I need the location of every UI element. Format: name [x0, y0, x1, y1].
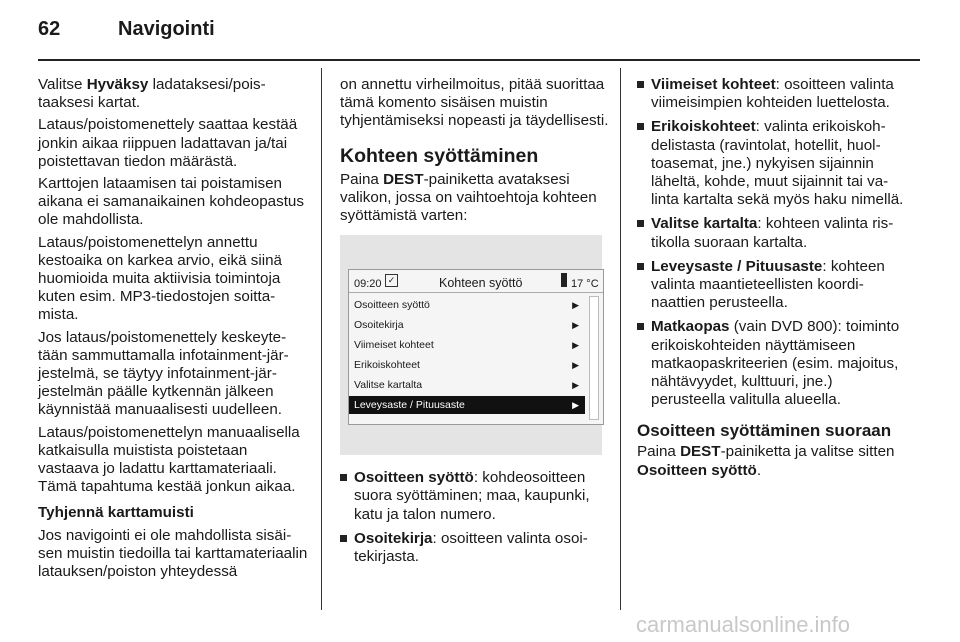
text: Paina — [340, 170, 384, 188]
thermometer-icon — [561, 273, 567, 287]
screen-menu-item-label: Osoitteen syöttö — [354, 299, 430, 312]
list-item — [637, 118, 909, 209]
text: (vain DVD 800): toiminto erikoiskohteiden näyttämiseen matkaopaskriteerien (esim. majoitus, nähtävyydet, kulttuuri, jne.) perusteella valitulla alueella. — [651, 318, 900, 409]
paragraph: Jos lataus/poistomenettely keskeytetään sammuttamalla infotainment-järjestelmä, se täytyy infotainment-järjestelmän päälle kytkennän jälkeen käynnistää manuaalisesti uudelleen. — [38, 328, 289, 419]
bullet-square-icon — [340, 535, 347, 542]
paragraph: Lataus/poistomenettelyn annettu kestoaika on karkea arvio, eikä siinä huomioida muita aktiivisia toimintoja kuten esim. MP3-tiedostojen soittamista. — [38, 233, 282, 324]
screen-menu-item[interactable] — [349, 356, 585, 374]
paragraph — [38, 76, 310, 112]
page-title: Navigointi — [118, 18, 215, 40]
section-heading: Osoitteen syöttäminen suoraan — [637, 421, 892, 441]
paragraph: Karttojen lataamisen tai poistamisen aikana ei samanaikainen kohdeopastus ole mahdollista. — [38, 175, 304, 229]
paragraph: on annettu virheilmoitus, pitää suorittaa tämä komento sisäisen muistin tyhjentämiseksi nopeasti ja täydellisesti. — [340, 76, 609, 130]
screen-title: Kohteen syöttö — [439, 276, 523, 291]
paragraph — [637, 443, 909, 479]
list-item — [637, 318, 909, 409]
bullet-list — [637, 76, 909, 409]
screen-title-bar — [349, 270, 603, 293]
text: ladataksesi/poistaaksesi kartat. — [38, 76, 266, 112]
screen-menu-item-label: Erikoiskohteet — [354, 359, 420, 372]
bold-term: Hyväksy — [86, 76, 149, 93]
screen-menu-item-label: Leveysaste / Pituusaste — [354, 399, 465, 412]
text: : valinta erikoiskohdelistasta (ravintolat, hotellit, huoltoasemat, jne.) nykyisen sijainnin läheltä, kohde, muut sijainnit tai valinta kartalta sekä myös haku nimellä. — [651, 118, 904, 209]
bold-term: Osoitekirja — [354, 529, 433, 547]
bullet-square-icon — [340, 474, 347, 481]
text: : osoitteen valinta osoitekirjasta. — [354, 529, 588, 566]
page-number: 62 — [38, 18, 61, 40]
text: . — [756, 461, 762, 479]
bold-term: Osoitteen syöttö — [354, 469, 474, 487]
column-3 — [637, 76, 909, 484]
text: : kohdeosoitteen suora syöttäminen; maa, kaupunki, katu ja talon numero. — [354, 469, 590, 523]
chevron-right-icon: ▶ — [572, 340, 579, 351]
list-item — [637, 76, 909, 112]
bullet-square-icon — [637, 123, 644, 130]
paragraph: Jos navigointi ei ole mahdollista sisäisen muistin tiedoilla tai karttamateriaalin latauksen/poiston yhteydessä — [38, 526, 308, 581]
list-item — [340, 469, 612, 524]
bullet-square-icon — [637, 220, 644, 227]
bullet-square-icon — [637, 263, 644, 270]
bold-term: Valitse kartalta — [651, 215, 758, 233]
display-screen — [348, 269, 604, 425]
check-icon: ✓ — [385, 274, 398, 287]
bold-term: Osoitteen syöttö — [637, 461, 757, 479]
screen-menu-item[interactable] — [349, 316, 585, 334]
screen-figure — [340, 235, 602, 455]
text: -painiketta avataksesi valikon, jossa on vaihtoehtoja kohteen syöttämistä varten: — [340, 170, 597, 225]
bold-term: Matkaopas — [651, 318, 730, 336]
screen-menu-item[interactable] — [349, 376, 585, 394]
column-1 — [38, 76, 310, 585]
bullet-list — [340, 469, 612, 566]
screen-menu-item[interactable] — [349, 296, 585, 314]
list-item — [637, 258, 909, 313]
subheading: Tyhjennä karttamuisti — [38, 504, 194, 522]
chevron-right-icon: ▶ — [572, 360, 579, 371]
text: Valitse — [38, 76, 87, 93]
bold-term: DEST — [383, 170, 424, 188]
scrollbar[interactable] — [589, 296, 599, 420]
list-item — [637, 215, 909, 251]
bullet-square-icon — [637, 81, 644, 88]
paragraph: Lataus/poistomenettelyn manuaalisella katkaisulla muistista poistetaan vastaava jo ladattu karttamateriaali. Tämä tapahtuma kestää jonkun aikaa. — [38, 423, 300, 496]
chevron-right-icon: ▶ — [572, 320, 579, 331]
text: Paina — [637, 443, 681, 461]
column-divider-1 — [321, 68, 322, 610]
temperature: 17 °C — [571, 278, 599, 291]
chevron-right-icon: ▶ — [572, 400, 579, 411]
bold-term: Erikoiskohteet — [651, 118, 756, 136]
chevron-right-icon: ▶ — [572, 300, 579, 311]
column-2 — [340, 76, 612, 572]
text: : kohteen valinta ristikolla suoraan kartalta. — [651, 215, 894, 251]
bold-term: DEST — [680, 443, 721, 461]
text: : kohteen valinta maantieteellisten koordinaattien perusteella. — [651, 257, 885, 312]
text: : osoitteen valinta viimeisimpien kohteiden luettelosta. — [651, 76, 894, 112]
screen-menu-item[interactable] — [349, 336, 585, 354]
list-item — [340, 530, 612, 566]
paragraph: Lataus/poistomenettely saattaa kestää jonkin aikaa riippuen ladattavan ja/tai poistettavan tiedon määrästä. — [38, 116, 298, 170]
screen-menu-item-label: Valitse kartalta — [354, 379, 423, 392]
text: -painiketta ja valitse sitten — [720, 443, 895, 461]
bold-term: Viimeiset kohteet — [651, 76, 776, 93]
bullet-square-icon — [637, 323, 644, 330]
page-header — [0, 0, 960, 62]
screen-menu-item-label: Osoitekirja — [354, 319, 404, 332]
column-divider-2 — [620, 68, 621, 610]
bold-term: Leveysaste / Pituusaste — [651, 257, 823, 275]
header-rule — [38, 59, 920, 61]
chevron-right-icon: ▶ — [572, 380, 579, 391]
screen-menu-item[interactable] — [349, 396, 585, 414]
watermark: carmanualsonline.info — [636, 612, 851, 637]
clock-time: 09:20 — [354, 278, 382, 291]
paragraph — [340, 171, 612, 226]
screen-menu-item-label: Viimeiset kohteet — [354, 339, 434, 352]
section-heading: Kohteen syöttäminen — [340, 144, 539, 167]
